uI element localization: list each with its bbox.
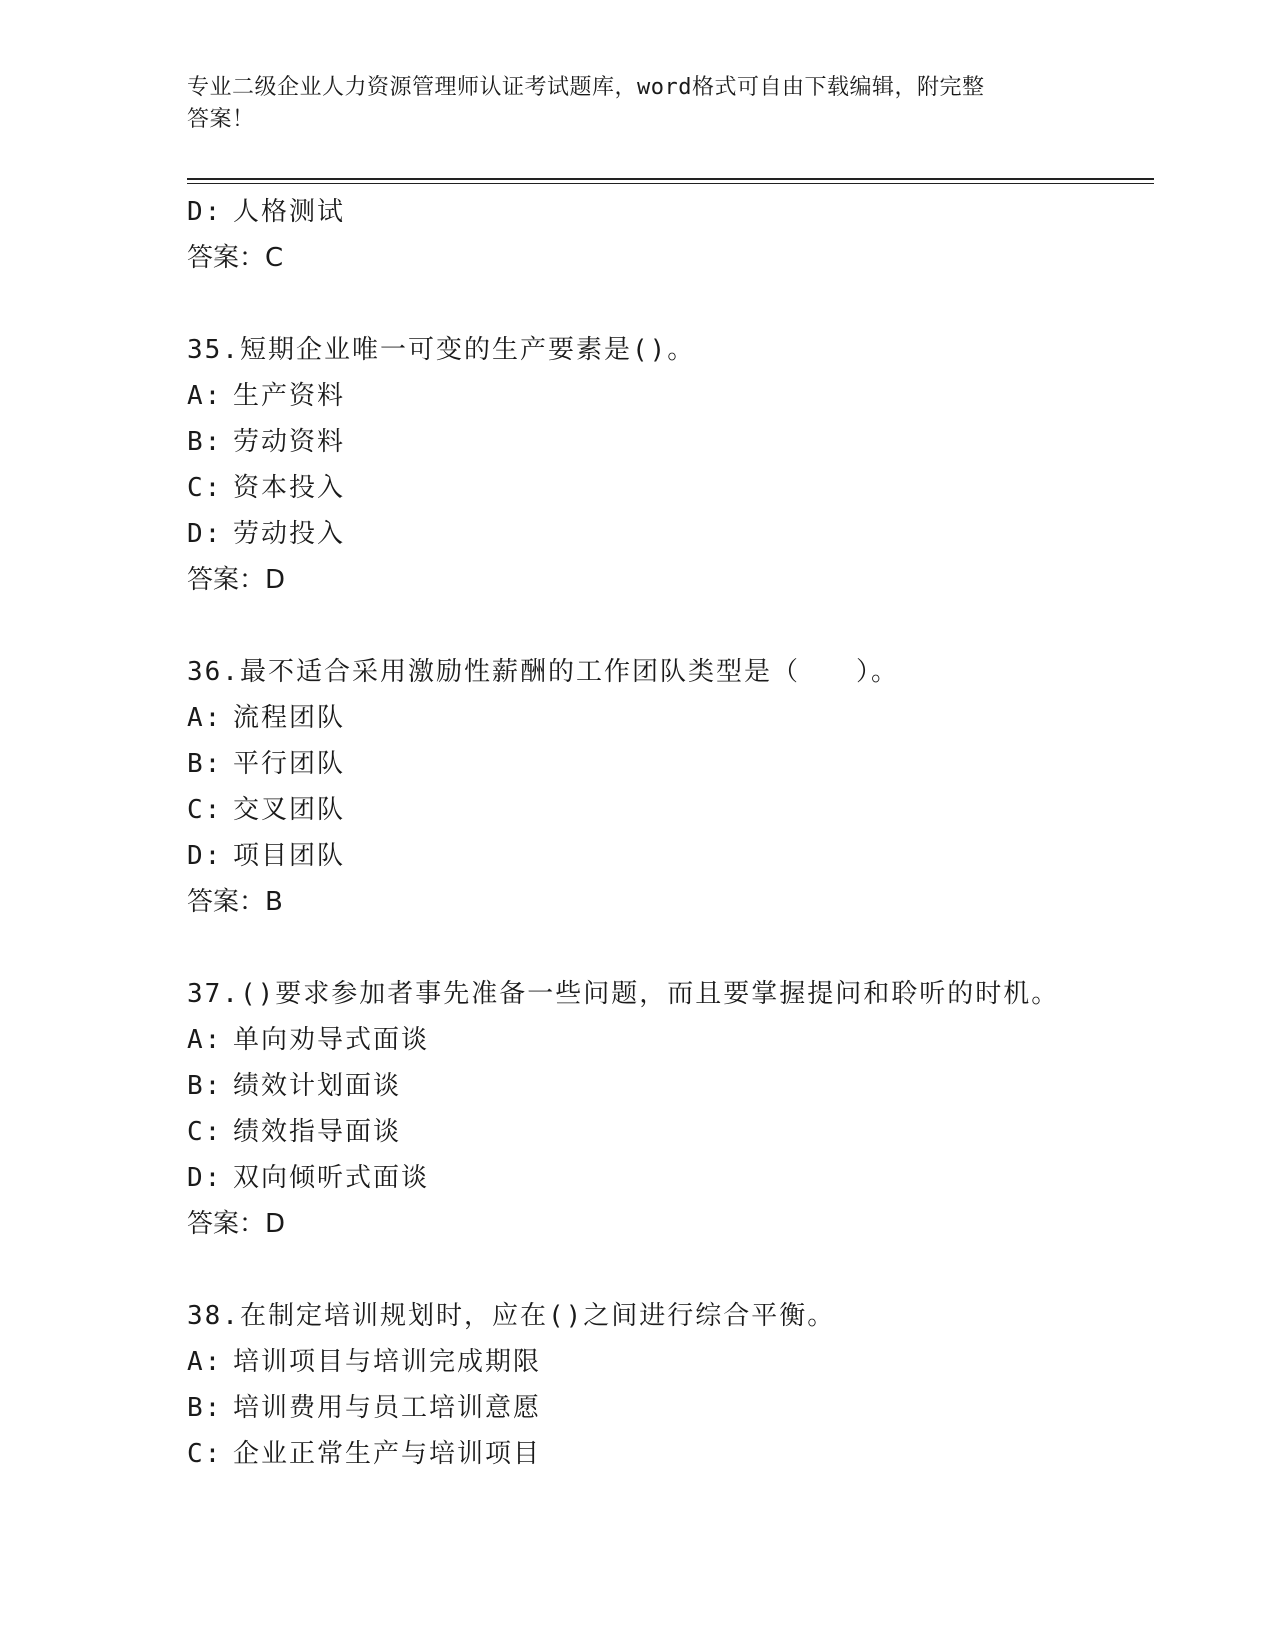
option-text: 平行团队 (233, 749, 346, 779)
option-text: 企业正常生产与培训项目 (233, 1439, 542, 1469)
option-letter: A: (187, 1025, 223, 1055)
option-letter: C: (187, 1439, 223, 1469)
header-line-2: 答案！ (187, 107, 255, 132)
option-b (187, 419, 1147, 465)
option-letter: A: (187, 1347, 223, 1377)
option-text: 生产资料 (233, 381, 346, 411)
option-letter: D: (187, 519, 223, 549)
spacer (187, 603, 1147, 649)
option-text: 项目团队 (233, 841, 346, 871)
option-a (187, 373, 1147, 419)
option-b (187, 1385, 1147, 1431)
option-text: 培训项目与培训完成期限 (233, 1347, 542, 1377)
option-text: 单向劝导式面谈 (233, 1025, 430, 1055)
question-stem: 37.()要求参加者事先准备一些问题，而且要掌握提问和聆听的时机。 (187, 979, 1060, 1009)
spacer (187, 925, 1147, 971)
option-a (187, 695, 1147, 741)
option-b (187, 741, 1147, 787)
question-stem: 35.短期企业唯一可变的生产要素是()。 (187, 335, 696, 365)
option-letter: D: (187, 841, 223, 871)
option-a (187, 1339, 1147, 1385)
option-text: 培训费用与员工培训意愿 (233, 1393, 542, 1423)
option-letter: A: (187, 381, 223, 411)
option-text: 绩效指导面谈 (233, 1117, 402, 1147)
option-letter: A: (187, 703, 223, 733)
option-text: 人格测试 (233, 197, 346, 227)
spacer (187, 1247, 1147, 1293)
option-d (187, 189, 1147, 235)
option-text: 资本投入 (233, 473, 346, 503)
option-text: 劳动资料 (233, 427, 346, 457)
option-letter: C: (187, 795, 223, 825)
option-letter: B: (187, 1071, 223, 1101)
header-divider-thick (187, 178, 1154, 180)
option-text: 劳动投入 (233, 519, 346, 549)
option-c (187, 1431, 1147, 1477)
answer: 答案：D (187, 1209, 286, 1239)
question-stem: 38.在制定培训规划时，应在()之间进行综合平衡。 (187, 1301, 836, 1331)
document-header (187, 72, 1087, 136)
header-divider-thin (187, 183, 1154, 184)
option-d (187, 833, 1147, 879)
option-c (187, 787, 1147, 833)
option-letter: B: (187, 427, 223, 457)
option-c (187, 465, 1147, 511)
answer: 答案：C (187, 243, 284, 273)
option-letter: C: (187, 1117, 223, 1147)
option-text: 流程团队 (233, 703, 346, 733)
option-letter: B: (187, 1393, 223, 1423)
spacer (187, 281, 1147, 327)
option-letter: B: (187, 749, 223, 779)
option-letter: D: (187, 1163, 223, 1193)
option-text: 绩效计划面谈 (233, 1071, 402, 1101)
option-letter: D: (187, 197, 223, 227)
question-list (187, 189, 1147, 1477)
option-d (187, 511, 1147, 557)
question-stem: 36.最不适合采用激励性薪酬的工作团队类型是（ ）。 (187, 657, 899, 687)
option-b (187, 1063, 1147, 1109)
option-letter: C: (187, 473, 223, 503)
option-a (187, 1017, 1147, 1063)
header-line-1: 专业二级企业人力资源管理师认证考试题库，word格式可自由下载编辑，附完整 (187, 75, 985, 100)
option-c (187, 1109, 1147, 1155)
answer: 答案：B (187, 887, 283, 917)
option-text: 交叉团队 (233, 795, 346, 825)
answer: 答案：D (187, 565, 286, 595)
option-text: 双向倾听式面谈 (233, 1163, 430, 1193)
option-d (187, 1155, 1147, 1201)
